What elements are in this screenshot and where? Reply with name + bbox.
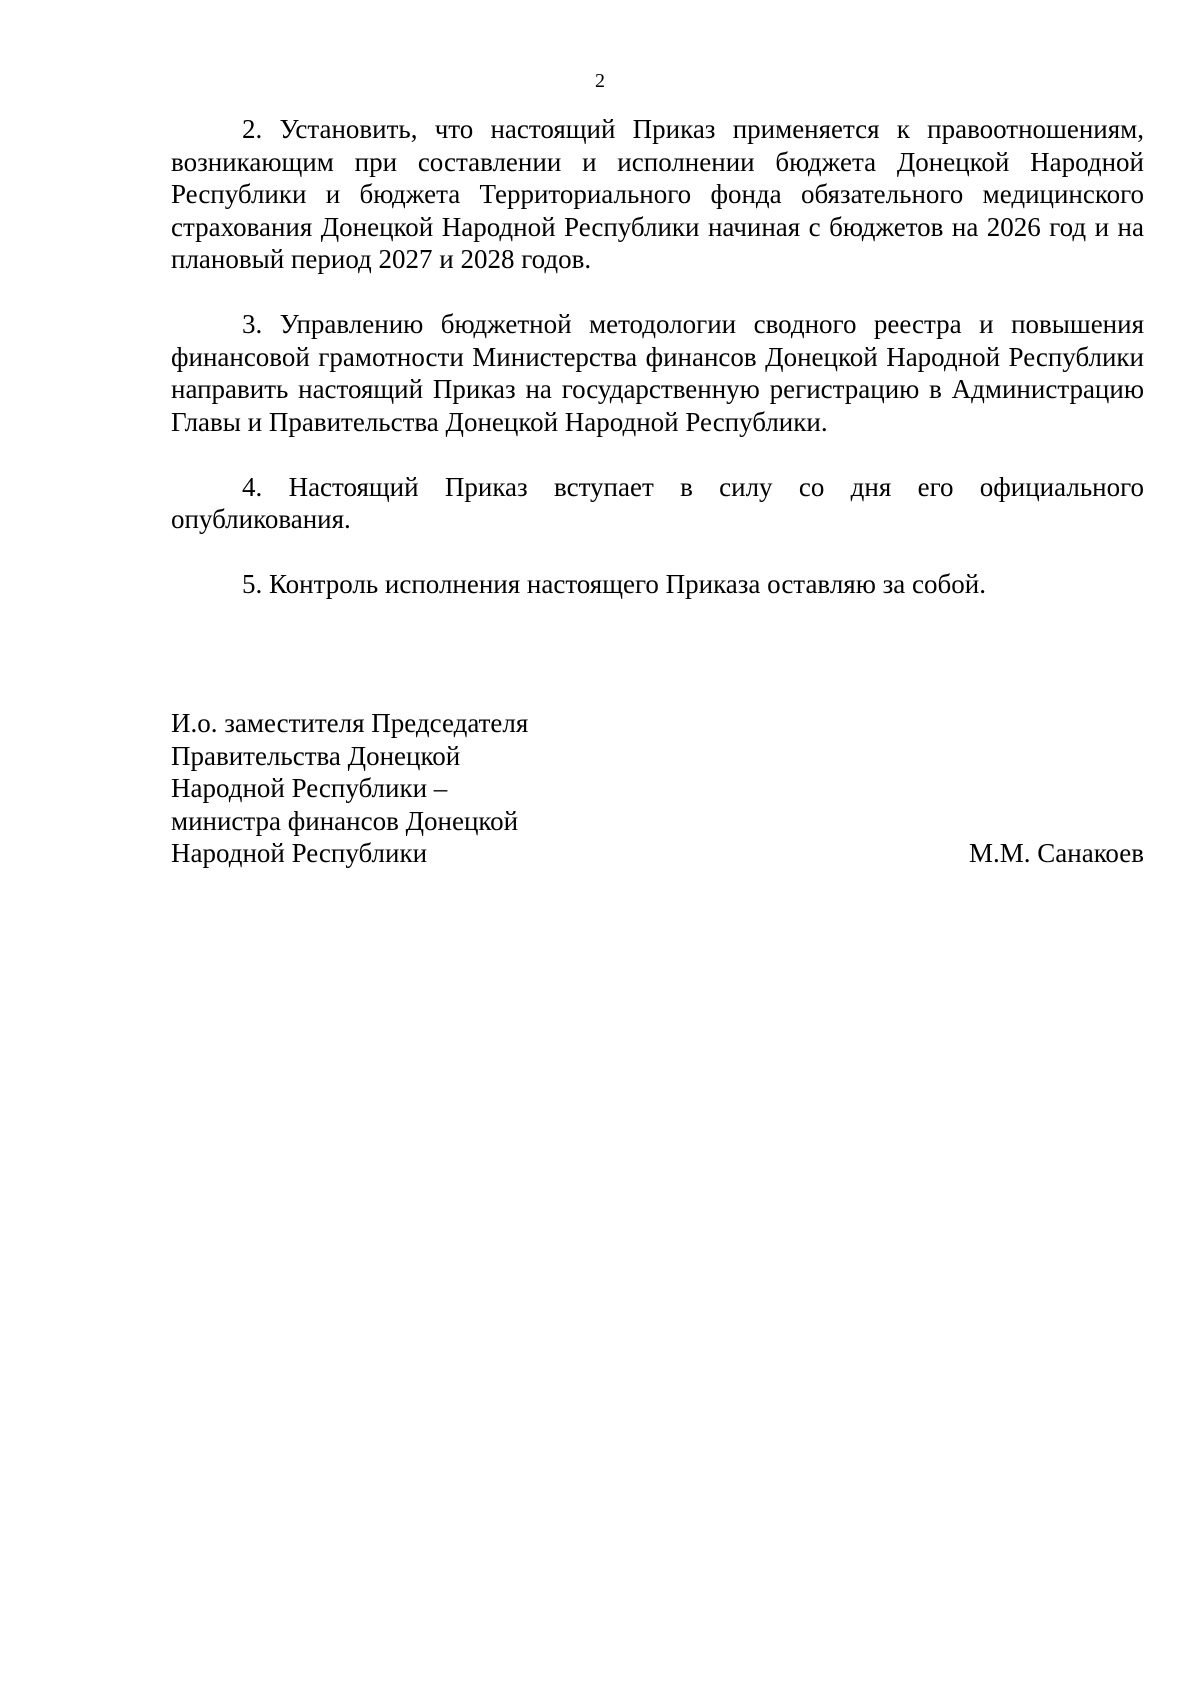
signer-position-line: Народной Республики [171, 838, 428, 868]
signature-block [171, 707, 1144, 870]
paragraph-5: 5. Контроль исполнения настоящего Приказа оставляю за собой. [242, 569, 986, 599]
signer-position-line: Правительства Донецкой [171, 740, 461, 771]
signer-position-line: Народной Республики – [171, 773, 448, 803]
paragraph-2: 2. Установить, что настоящий Приказ применяется к правоотношениям, возникающим при составлении и исполнении бюджета Донецкой Народной Республики и бюджета Территориального фонда обязательного медицинского страхования Донецкой Народной Республики начиная с бюджетов на 2026 год и на плановый период 2027 и 2028 годов. [171, 114, 1144, 274]
signer-name: М.М. Санакоев [969, 838, 1144, 868]
paragraph-4: 4. Настоящий Приказ вступает в силу со дня его официального опубликования. [171, 471, 1144, 534]
document-body [171, 113, 1144, 633]
paragraph-3: 3. Управлению бюджетной методологии сводного реестра и повышения финансовой грамотности Министерства финансов Донецкой Народной Республики направить настоящий Приказ на государственную регистрацию в Администрацию Главы и Правительства Донецкой Народной Республики. [171, 309, 1144, 437]
signer-position-line: И.о. заместителя Председателя [171, 708, 529, 738]
page-number: 2 [595, 70, 605, 92]
signer-position-line: министра финансов Донецкой [171, 805, 519, 836]
